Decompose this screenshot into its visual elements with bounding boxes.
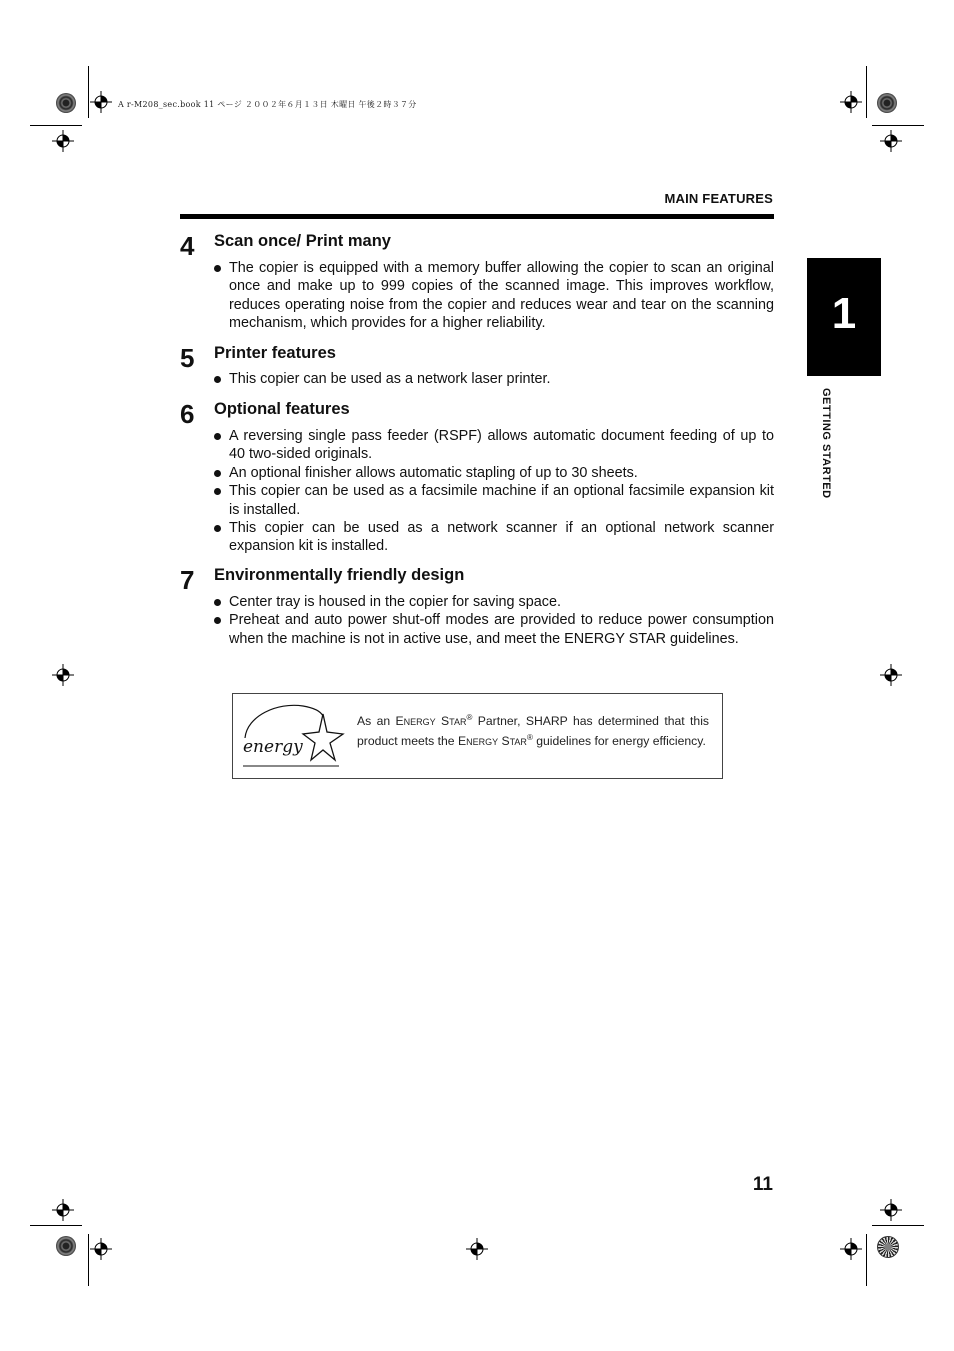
- section-number: 4: [180, 231, 195, 261]
- bullet-icon: [214, 433, 221, 440]
- list-item: This copier can be used as a network scanner if an optional network scanner expansion kit is installed.: [214, 519, 774, 556]
- list-item: An optional finisher allows automatic stapling of up to 30 sheets.: [214, 464, 774, 482]
- list-item: This copier can be used as a network laser printer.: [214, 370, 774, 388]
- registration-mark-icon: [880, 130, 902, 152]
- energy-star-text: As an Energy Star® Partner, SHARP has determined that this product meets the Energy Star® guidelines for energy efficiency.: [357, 713, 709, 748]
- bullet-icon: [214, 617, 221, 624]
- file-header: A r-M208_sec.book 11 ページ ２００２年６月１３日 木曜日 午後２時３７分: [118, 100, 417, 109]
- registration-mark-icon: [90, 1238, 112, 1260]
- registration-mark-icon: [880, 1199, 902, 1221]
- color-bar-icon: [56, 93, 76, 113]
- bullet-list: [214, 593, 774, 648]
- section-title: Scan once/ Print many: [214, 232, 391, 250]
- section-title: Printer features: [214, 344, 336, 362]
- section-printer-features: [180, 343, 774, 393]
- section-title: Environmentally friendly design: [214, 566, 465, 584]
- list-item: Center tray is housed in the copier for saving space.: [214, 593, 774, 611]
- section-optional-features: [180, 399, 774, 559]
- bullet-icon: [214, 470, 221, 477]
- list-item: The copier is equipped with a memory buffer allowing the copier to scan an original once and make up to 999 copies of the scanned image. This improves workflow, reduces operating noise from the copier and reduces wear and tear on the scanning mechanism, which provides for a higher reliability.: [214, 259, 774, 333]
- section-number: 6: [180, 399, 195, 429]
- page-number: 11: [752, 1174, 773, 1195]
- energy-logo-word: energy: [243, 737, 303, 757]
- bullet-icon: [214, 525, 221, 532]
- bullet-icon: [214, 265, 221, 272]
- registration-mark-icon: [466, 1238, 488, 1260]
- energy-star-notice: [232, 693, 723, 779]
- bullet-icon: [214, 488, 221, 495]
- registration-mark-icon: [840, 91, 862, 113]
- registration-mark-icon: [840, 1238, 862, 1260]
- list-item: A reversing single pass feeder (RSPF) allows automatic document feeding of up to 40 two-sided originals.: [214, 427, 774, 464]
- bullet-icon: [214, 599, 221, 606]
- registration-mark-icon: [52, 1199, 74, 1221]
- list-item: Preheat and auto power shut-off modes are provided to reduce power consumption when the machine is not in active use, and meet the ENERGY STAR guidelines.: [214, 611, 774, 648]
- energy-star-logo-icon: [237, 698, 345, 770]
- header-rule: [180, 214, 774, 219]
- bullet-list: [214, 259, 774, 333]
- chapter-number: 1: [831, 289, 857, 338]
- registration-mark-icon: [90, 91, 112, 113]
- section-scan-once: [180, 231, 774, 335]
- section-number: 7: [180, 565, 195, 595]
- section-environmentally-friendly: [180, 565, 774, 670]
- running-head: MAIN FEATURES: [664, 191, 773, 206]
- section-number: 5: [180, 343, 195, 373]
- registration-mark-icon: [52, 664, 74, 686]
- bullet-icon: [214, 376, 221, 383]
- color-bar-icon: [877, 1236, 899, 1258]
- list-item: This copier can be used as a facsimile machine if an optional facsimile expansion kit is installed.: [214, 482, 774, 519]
- section-title: Optional features: [214, 400, 350, 418]
- bullet-list: [214, 427, 774, 556]
- chapter-label: GETTING STARTED: [820, 388, 832, 499]
- chapter-tab: [807, 258, 881, 376]
- color-bar-icon: [56, 1236, 76, 1256]
- registration-mark-icon: [52, 130, 74, 152]
- bullet-list: [214, 370, 774, 388]
- registration-mark-icon: [880, 664, 902, 686]
- color-bar-icon: [877, 93, 897, 113]
